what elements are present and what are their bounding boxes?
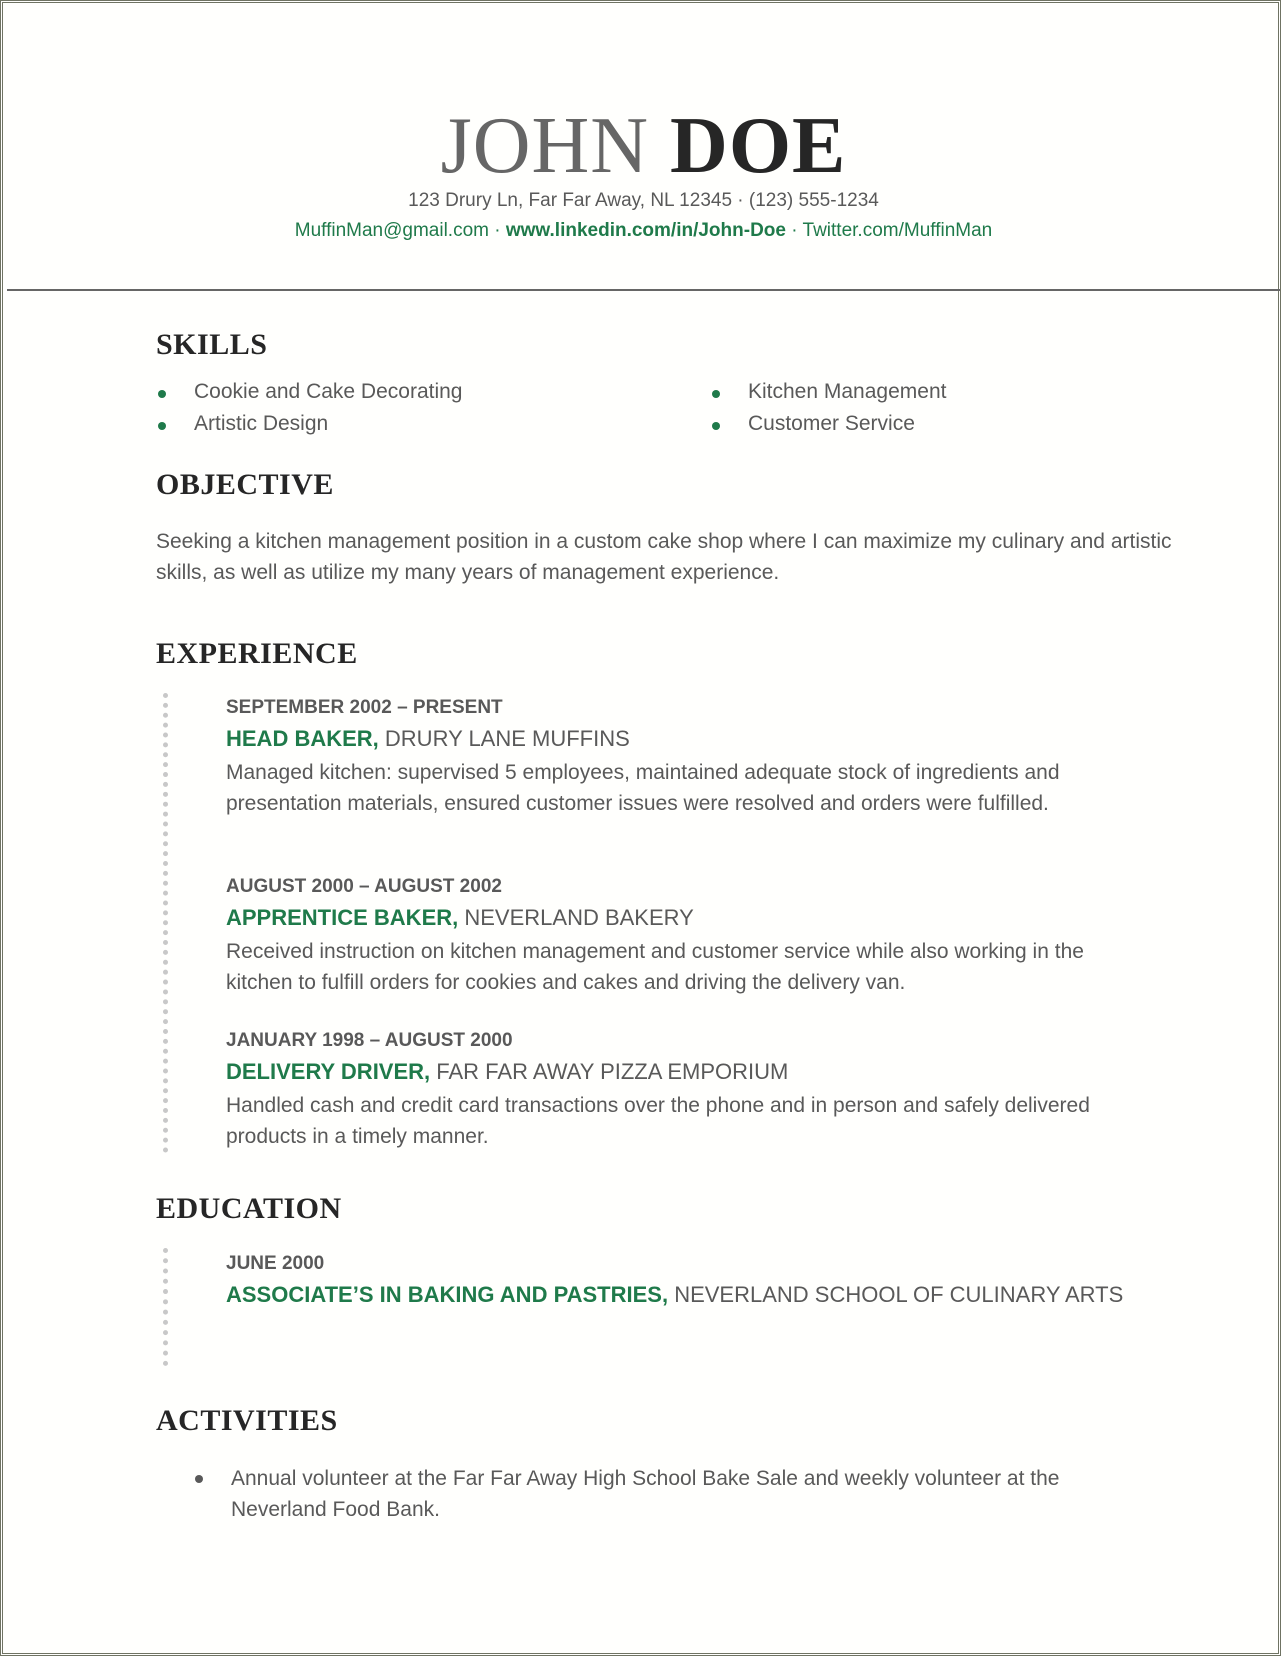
header-divider: [7, 289, 1280, 291]
experience-heading: EXPERIENCE: [156, 637, 358, 670]
objective-heading: OBJECTIVE: [156, 468, 334, 501]
separator: ·: [488, 220, 506, 241]
experience-entry: [226, 872, 1146, 998]
twitter-link[interactable]: Twitter.com/MuffinMan: [802, 220, 993, 241]
activity-item: Annual volunteer at the Far Far Away High School Bake Sale and weekly volunteer at the Neverland Food Bank.: [231, 1467, 1060, 1521]
experience-timeline-rule: [163, 693, 168, 1153]
bullet-icon: [712, 422, 720, 430]
bullet-icon: [712, 390, 720, 398]
entry-dates: JUNE 2000: [226, 1253, 325, 1274]
entry-organization: NEVERLAND BAKERY: [458, 905, 694, 930]
objective-text: Seeking a kitchen management position in a custom cake shop where I can maximize my culinary and artistic skills, as well as utilize my many years of management experience.: [156, 530, 1172, 584]
entry-title: [226, 902, 1146, 934]
bullet-icon: [158, 390, 166, 398]
education-heading: EDUCATION: [156, 1192, 342, 1225]
entry-degree: ASSOCIATE’S IN BAKING AND PASTRIES,: [226, 1282, 669, 1307]
first-name: JOHN: [440, 102, 650, 190]
last-name: DOE: [670, 102, 847, 190]
entry-organization: DRURY LANE MUFFINS: [378, 726, 630, 751]
email-link[interactable]: MuffinMan@gmail.com: [294, 220, 489, 241]
activities-heading: ACTIVITIES: [156, 1404, 338, 1437]
education-timeline-rule: [163, 1248, 168, 1366]
skill-item: Customer Service: [748, 412, 915, 435]
entry-dates: JANUARY 1998 – AUGUST 2000: [226, 1030, 513, 1051]
entry-dates: SEPTEMBER 2002 – PRESENT: [226, 697, 503, 718]
skill-item: Kitchen Management: [748, 380, 947, 403]
entry-description: Received instruction on kitchen management and customer service while also working in the kitchen to fulfill orders for cookies and cakes and driving the delivery van.: [226, 940, 1084, 994]
entry-organization: FAR FAR AWAY PIZZA EMPORIUM: [430, 1059, 789, 1084]
linkedin-link[interactable]: www.linkedin.com/in/John-Doe: [505, 220, 786, 241]
bullet-icon: [158, 422, 166, 430]
education-entry: [226, 1249, 1146, 1311]
entry-description: Managed kitchen: supervised 5 employees, maintained adequate stock of ingredients and presentation materials, ensured customer issues were resolved and orders were fulfilled.: [226, 761, 1060, 815]
address-phone-line: 123 Drury Ln, Far Far Away, NL 12345 · (123) 555-1234: [408, 190, 879, 211]
separator: ·: [785, 220, 803, 241]
entry-dates: AUGUST 2000 – AUGUST 2002: [226, 876, 502, 897]
entry-description: Handled cash and credit card transactions over the phone and in person and safely delivered products in a timely manner.: [226, 1094, 1090, 1148]
entry-role: HEAD BAKER,: [226, 726, 379, 751]
experience-entry: [226, 693, 1146, 819]
candidate-name: [3, 101, 1281, 191]
experience-entry: [226, 1026, 1146, 1152]
skill-item: Cookie and Cake Decorating: [194, 380, 463, 403]
skill-item: Artistic Design: [194, 412, 329, 435]
entry-school: NEVERLAND SCHOOL OF CULINARY ARTS: [668, 1282, 1124, 1307]
entry-role: APPRENTICE BAKER,: [226, 905, 459, 930]
bullet-icon: [195, 1475, 203, 1483]
entry-title: [226, 723, 1146, 755]
entry-role: DELIVERY DRIVER,: [226, 1059, 431, 1084]
entry-title: [226, 1056, 1146, 1088]
entry-title: [226, 1279, 1146, 1311]
skills-heading: SKILLS: [156, 328, 268, 361]
online-contact-line: [3, 220, 1281, 242]
